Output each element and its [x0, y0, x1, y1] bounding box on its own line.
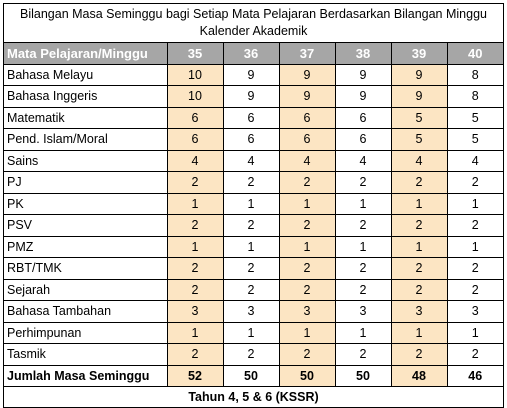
value-cell: 2 — [167, 215, 223, 237]
value-cell: 1 — [279, 236, 335, 258]
value-cell: 6 — [167, 129, 223, 151]
value-cell: 2 — [223, 344, 279, 366]
value-cell: 1 — [335, 193, 391, 215]
week-header: 38 — [335, 43, 391, 64]
title-line-2: Kalender Akademik — [199, 24, 308, 38]
value-cell: 6 — [223, 107, 279, 129]
total-cell: 50 — [279, 365, 335, 387]
value-cell: 2 — [223, 279, 279, 301]
week-header: 35 — [167, 43, 223, 64]
value-cell: 2 — [279, 215, 335, 237]
value-cell: 2 — [391, 279, 447, 301]
table-row — [4, 129, 503, 151]
value-cell: 2 — [223, 215, 279, 237]
value-cell: 9 — [391, 86, 447, 108]
value-cell: 2 — [391, 172, 447, 194]
table-row — [4, 107, 503, 129]
table-row — [4, 301, 503, 323]
week-header: 39 — [391, 43, 447, 64]
subject-cell: PMZ — [4, 236, 167, 258]
value-cell: 6 — [223, 129, 279, 151]
value-cell: 2 — [167, 172, 223, 194]
value-cell: 2 — [447, 344, 503, 366]
timetable-sheet — [3, 3, 504, 408]
sheet-title — [4, 4, 503, 43]
value-cell: 3 — [223, 301, 279, 323]
value-cell: 3 — [447, 301, 503, 323]
value-cell: 5 — [391, 129, 447, 151]
value-cell: 3 — [391, 301, 447, 323]
value-cell: 1 — [447, 193, 503, 215]
value-cell: 1 — [447, 236, 503, 258]
subject-cell: Bahasa Melayu — [4, 64, 167, 86]
subject-cell: PSV — [4, 215, 167, 237]
value-cell: 2 — [391, 344, 447, 366]
subject-column-header: Mata Pelajaran/Minggu — [4, 43, 167, 64]
value-cell: 2 — [223, 258, 279, 280]
value-cell: 5 — [391, 107, 447, 129]
value-cell: 2 — [447, 258, 503, 280]
value-cell: 6 — [335, 129, 391, 151]
value-cell: 1 — [335, 322, 391, 344]
value-cell: 2 — [167, 344, 223, 366]
week-header: 40 — [447, 43, 503, 64]
subject-cell: Bahasa Inggeris — [4, 86, 167, 108]
value-cell: 2 — [335, 344, 391, 366]
subject-cell: Pend. Islam/Moral — [4, 129, 167, 151]
value-cell: 1 — [391, 322, 447, 344]
value-cell: 1 — [223, 193, 279, 215]
value-cell: 4 — [335, 150, 391, 172]
table-body — [4, 64, 503, 387]
value-cell: 2 — [279, 279, 335, 301]
value-cell: 6 — [167, 107, 223, 129]
value-cell: 9 — [223, 86, 279, 108]
value-cell: 2 — [447, 215, 503, 237]
value-cell: 1 — [167, 193, 223, 215]
table-row — [4, 193, 503, 215]
value-cell: 6 — [279, 107, 335, 129]
subject-cell: PJ — [4, 172, 167, 194]
value-cell: 2 — [223, 172, 279, 194]
value-cell: 4 — [167, 150, 223, 172]
subject-cell: Bahasa Tambahan — [4, 301, 167, 323]
table-row — [4, 215, 503, 237]
week-header: 36 — [223, 43, 279, 64]
value-cell: 2 — [279, 344, 335, 366]
value-cell: 5 — [447, 129, 503, 151]
hours-table — [4, 43, 503, 387]
table-row — [4, 150, 503, 172]
value-cell: 9 — [391, 64, 447, 86]
value-cell: 6 — [335, 107, 391, 129]
value-cell: 1 — [279, 322, 335, 344]
value-cell: 10 — [167, 64, 223, 86]
table-row — [4, 64, 503, 86]
value-cell: 1 — [335, 236, 391, 258]
value-cell: 1 — [391, 236, 447, 258]
value-cell: 10 — [167, 86, 223, 108]
footer-note: Tahun 4, 5 & 6 (KSSR) — [188, 390, 319, 404]
value-cell: 9 — [279, 64, 335, 86]
value-cell: 9 — [335, 64, 391, 86]
value-cell: 2 — [447, 279, 503, 301]
value-cell: 9 — [335, 86, 391, 108]
value-cell: 1 — [167, 322, 223, 344]
value-cell: 2 — [167, 258, 223, 280]
value-cell: 6 — [279, 129, 335, 151]
value-cell: 2 — [335, 172, 391, 194]
table-row — [4, 279, 503, 301]
week-header: 37 — [279, 43, 335, 64]
value-cell: 1 — [279, 193, 335, 215]
value-cell: 1 — [167, 236, 223, 258]
table-row — [4, 322, 503, 344]
total-cell: 48 — [391, 365, 447, 387]
value-cell: 8 — [447, 86, 503, 108]
title-line-1: Bilangan Masa Seminggu bagi Setiap Mata Pelajaran Berdasarkan Bilangan Minggu — [20, 7, 487, 21]
subject-cell: PK — [4, 193, 167, 215]
value-cell: 4 — [391, 150, 447, 172]
value-cell: 2 — [279, 172, 335, 194]
value-cell: 3 — [279, 301, 335, 323]
value-cell: 9 — [223, 64, 279, 86]
value-cell: 2 — [335, 215, 391, 237]
value-cell: 9 — [279, 86, 335, 108]
value-cell: 8 — [447, 64, 503, 86]
total-label: Jumlah Masa Seminggu — [4, 365, 167, 387]
table-row — [4, 258, 503, 280]
value-cell: 5 — [447, 107, 503, 129]
value-cell: 3 — [335, 301, 391, 323]
value-cell: 2 — [335, 258, 391, 280]
table-row — [4, 172, 503, 194]
value-cell: 2 — [391, 215, 447, 237]
value-cell: 3 — [167, 301, 223, 323]
subject-cell: Tasmik — [4, 344, 167, 366]
value-cell: 4 — [279, 150, 335, 172]
total-cell: 46 — [447, 365, 503, 387]
header-row — [4, 43, 503, 64]
total-cell: 50 — [223, 365, 279, 387]
table-row — [4, 236, 503, 258]
value-cell: 2 — [279, 258, 335, 280]
subject-cell: RBT/TMK — [4, 258, 167, 280]
value-cell: 2 — [391, 258, 447, 280]
value-cell: 4 — [447, 150, 503, 172]
value-cell: 1 — [391, 193, 447, 215]
table-row — [4, 344, 503, 366]
value-cell: 2 — [167, 279, 223, 301]
subject-cell: Matematik — [4, 107, 167, 129]
subject-cell: Sejarah — [4, 279, 167, 301]
total-cell: 50 — [335, 365, 391, 387]
total-cell: 52 — [167, 365, 223, 387]
subject-cell: Perhimpunan — [4, 322, 167, 344]
subject-cell: Sains — [4, 150, 167, 172]
total-row — [4, 365, 503, 387]
value-cell: 1 — [223, 236, 279, 258]
value-cell: 1 — [223, 322, 279, 344]
value-cell: 2 — [447, 172, 503, 194]
table-row — [4, 86, 503, 108]
value-cell: 4 — [223, 150, 279, 172]
value-cell: 2 — [335, 279, 391, 301]
value-cell: 1 — [447, 322, 503, 344]
